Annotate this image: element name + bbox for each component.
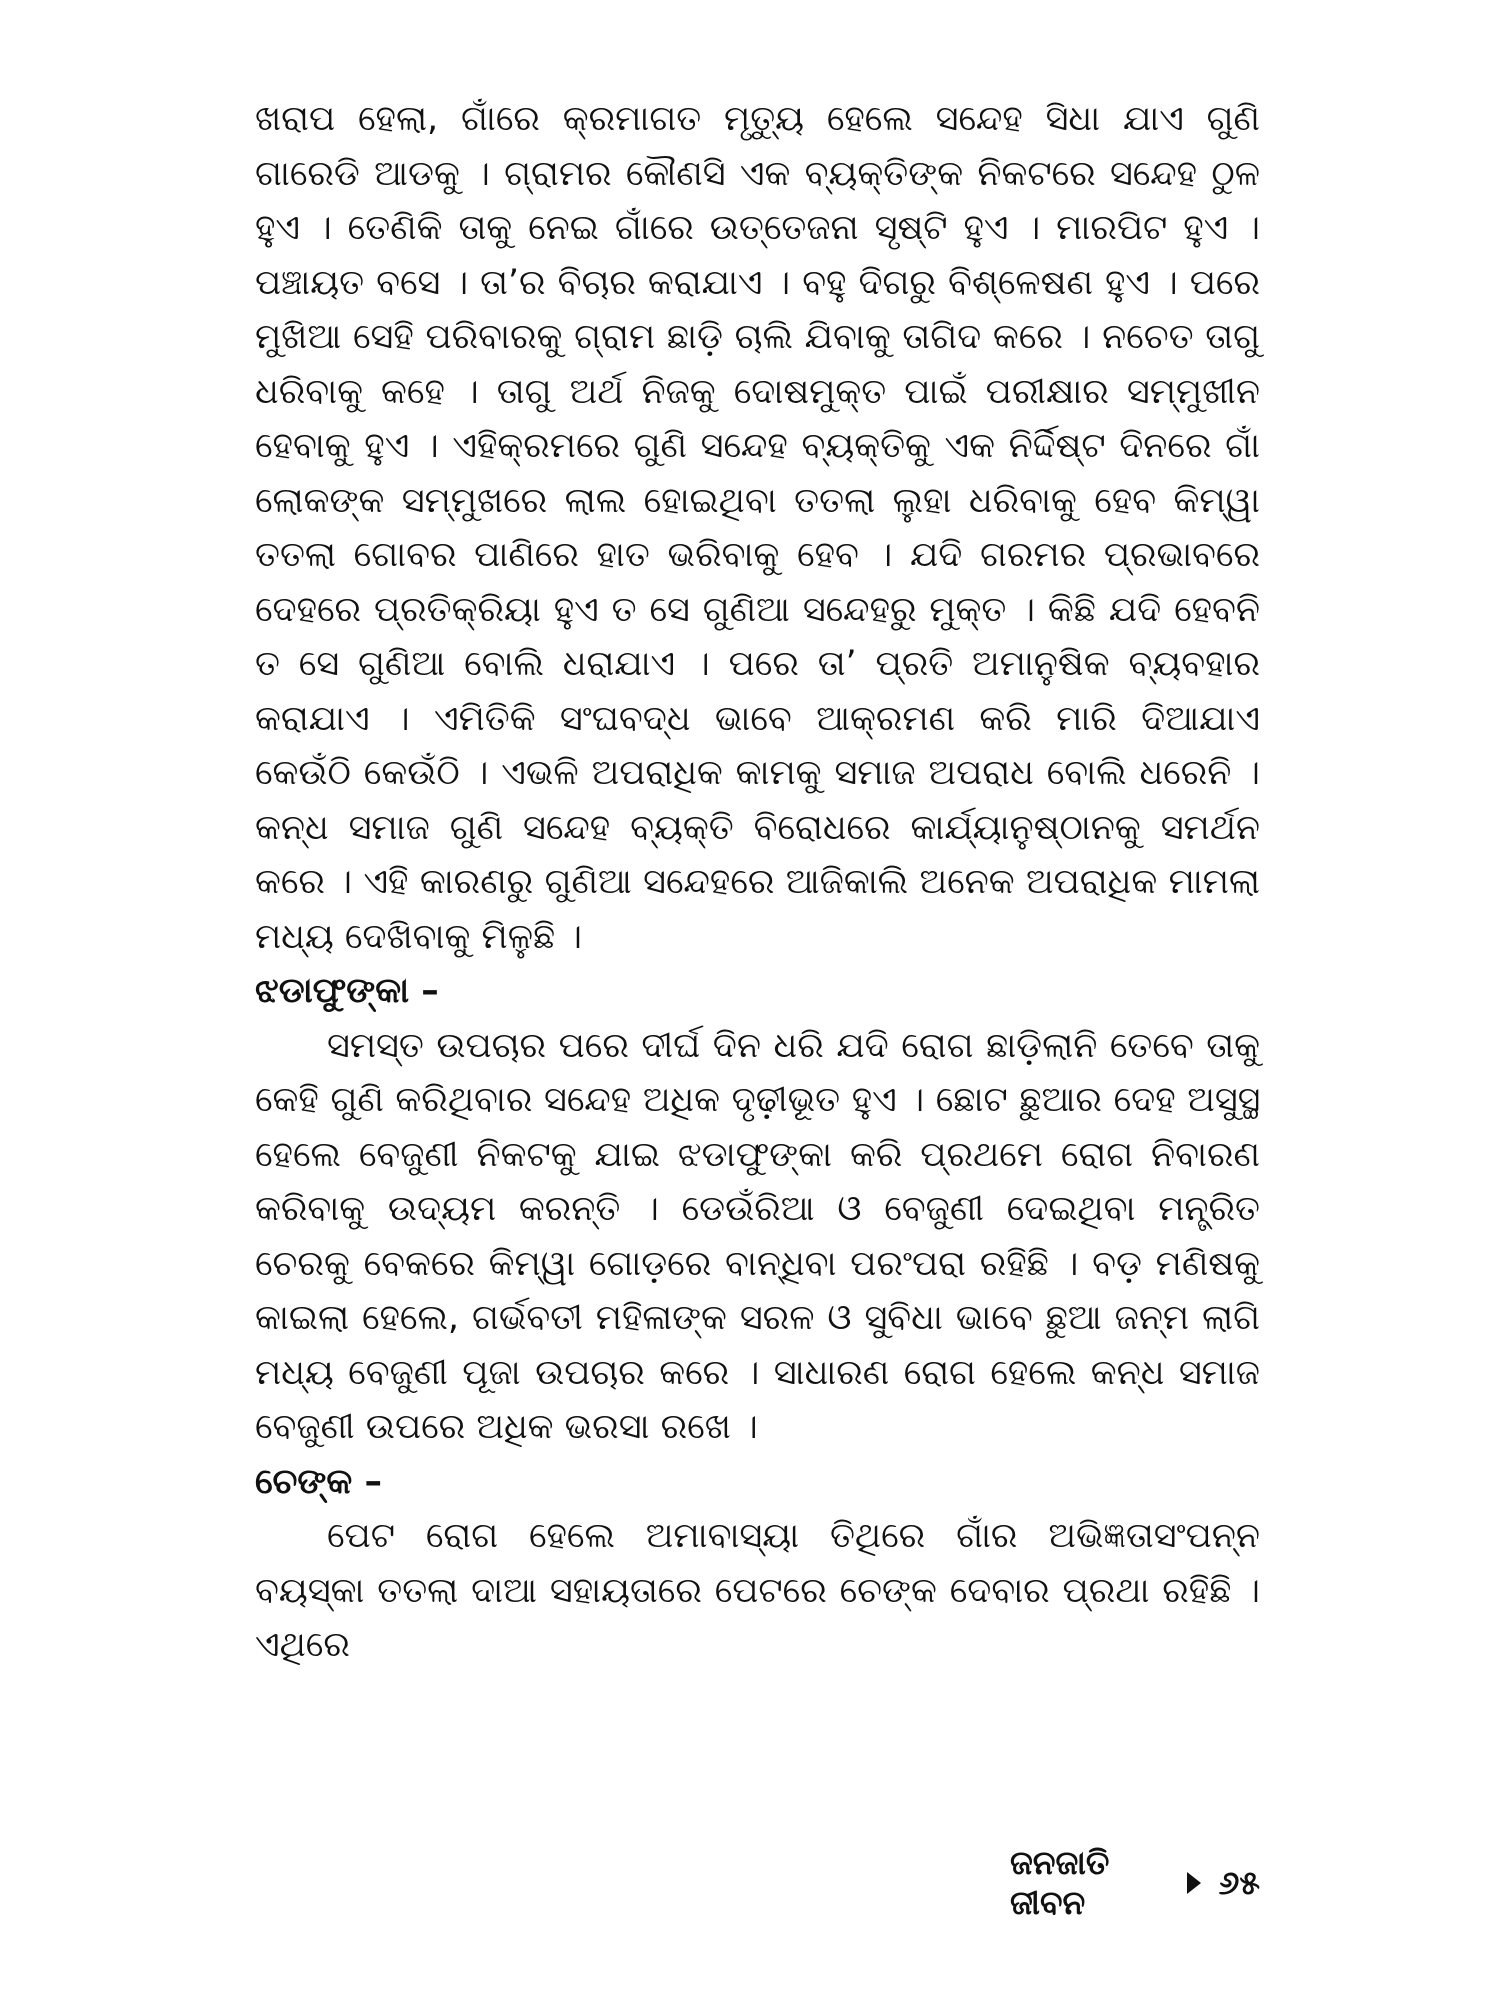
paragraph-guni-suspicion: ଖରାପ ହେଲା, ଗାଁରେ କ୍ରମାଗତ ମୃତ୍ୟୁ ହେଲେ ସନ୍ଦେହ ସିଧା ଯାଏ ଗୁଣି ଗାରେଡି ଆଡକୁ । ଗ୍ରାମର କୌଣସି ଏକ ବ୍ୟକ୍ତିଙ୍କ ନିକଟରେ ସନ୍ଦେହ ଠୁଳ ହୁଏ । ତେଣିକି ତାକୁ ନେଇ ଗାଁରେ ଉତ୍ତେଜନା ସୃଷ୍ଟି ହୁଏ । ମାରପିଟ ହୁଏ । ପଞ୍ଚାୟତ ବସେ । ତା’ର ବିଚାର କରାଯାଏ । ବହୁ ଦିଗରୁ ବିଶ୍ଳେଷଣ ହୁଏ । ପରେ ମୁଖିଆ ସେହି ପରିବାରକୁ ଗ୍ରାମ ଛାଡ଼ି ଚାଲି ଯିବାକୁ ତାଗିଦ କରେ । ନଚେତ ତାଗୁ ଧରିବାକୁ କହେ । ତାଗୁ ଅର୍ଥ ନିଜକୁ ଦୋଷମୁକ୍ତ ପାଇଁ ପରୀକ୍ଷାର ସମ୍ମୁଖୀନ ହେବାକୁ ହୁଏ । ଏହିକ୍ରମରେ ଗୁଣି ସନ୍ଦେହ ବ୍ୟକ୍ତିକୁ ଏକ ନିର୍ଦ୍ଦିଷ୍ଟ ଦିନରେ ଗାଁ ଲୋକଙ୍କ ସମ୍ମୁଖରେ ଲାଲ ହୋଇଥିବା ତତଲା ଲୁହା ଧରିବାକୁ ହେବ କିମ୍ୱା ତତଲା ଗୋବର ପାଣିରେ ହାତ ଭରିବାକୁ ହେବ । ଯଦି ଗରମର ପ୍ରଭାବରେ ଦେହରେ ପ୍ରତିକ୍ରିୟା ହୁଏ ତ ସେ ଗୁଣିଆ ସନ୍ଦେହରୁ ମୁକ୍ତ । କିଛି ଯଦି ହେବନି ତ ସେ ଗୁଣିଆ ବୋଲି ଧରାଯାଏ । ପରେ ତା’ ପ୍ରତି ଅମାନୁଷିକ ବ୍ୟବହାର କରାଯାଏ । ଏମିତିକି ସଂଘବଦ୍ଧ ଭାବେ ଆକ୍ରମଣ କରି ମାରି ଦିଆଯାଏ କେଉଁଠି କେଉଁଠି । ଏଭଳି ଅପରାଧିକ କାମକୁ ସମାଜ ଅପରାଧ ବୋଲି ଧରେନି । କନ୍ଧ ସମାଜ ଗୁଣି ସନ୍ଦେହ ବ୍ୟକ୍ତି ବିରୋଧରେ କାର୍ଯ୍ୟାନୁଷ୍ଠାନକୁ ସମର୍ଥନ କରେ । ଏହି କାରଣରୁ ଗୁଣିଆ ସନ୍ଦେହରେ ଆଜିକାଲି ଅନେକ ଅପରାଧିକ ମାମଲା ମଧ୍ୟ ଦେଖିବାକୁ ମିଳୁଛି । — [255, 99, 1260, 957]
page-number: ୬୫ — [1218, 1863, 1260, 1902]
page-footer — [1010, 1843, 1260, 1922]
paragraph-jhadaphunka: ସମସ୍ତ ଉପଚାର ପରେ ଦୀର୍ଘ ଦିନ ଧରି ଯଦି ରୋଗ ଛାଡ଼ିଲାନି ତେବେ ତାକୁ କେହି ଗୁଣି କରିଥିବାର ସନ୍ଦେହ ଅଧିକ ଦୃଢ଼ୀଭୂତ ହୁଏ । ଛୋଟ ଛୁଆର ଦେହ ଅସୁସ୍ଥ ହେଲେ ବେଜୁଣୀ ନିକଟକୁ ଯାଇ ଝଡାଫୁଙ୍କା କରି ପ୍ରଥମେ ରୋଗ ନିବାରଣ କରିବାକୁ ଉଦ୍ୟମ କରନ୍ତି । ଡେଉଁରିଆ ଓ ବେଜୁଣୀ ଦେଇଥିବା ମନ୍ତ୍ରିତ ଚେରକୁ ବେକରେ କିମ୍ୱା ଗୋଡ଼ରେ ବାନ୍ଧିବା ପରଂପରା ରହିଛି । ବଡ଼ ମଣିଷକୁ କାଇଲା ହେଲେ, ଗର୍ଭବତୀ ମହିଳାଙ୍କ ସରଳ ଓ ସୁବିଧା ଭାବେ ଛୁଆ ଜନ୍ମ ଲାଗି ମଧ୍ୟ ବେଜୁଣୀ ପୂଜା ଉପଚାର କରେ । ସାଧାରଣ ରୋଗ ହେଲେ କନ୍ଧ ସମାଜ ବେଜୁଣୀ ଉପରେ ଅଧିକ ଭରସା ରଖେ । — [255, 1025, 1260, 1447]
body-text — [255, 92, 1260, 1673]
paragraph-chenka: ପେଟ ରୋଗ ହେଲେ ଅମାବାସ୍ୟା ତିଥିରେ ଗାଁର ଅଭିଜ୍ଞତାସଂପନ୍ନ ବୟସ୍କା ତତଲା ଦାଆ ସହାୟତାରେ ପେଟରେ ଚେଙ୍କ ଦେବାର ପ୍ରଥା ରହିଛି । ଏଥିରେ — [255, 1516, 1260, 1665]
triangle-arrow-icon — [1187, 1872, 1201, 1894]
section-heading-chenka: ଚେଙ୍କ – — [255, 1461, 382, 1502]
section-heading-jhadaphunka: ଝଡାଫୁଙ୍କା – — [255, 971, 439, 1011]
running-title: ଜନଜାତି ଜୀବନ — [1010, 1843, 1110, 1922]
